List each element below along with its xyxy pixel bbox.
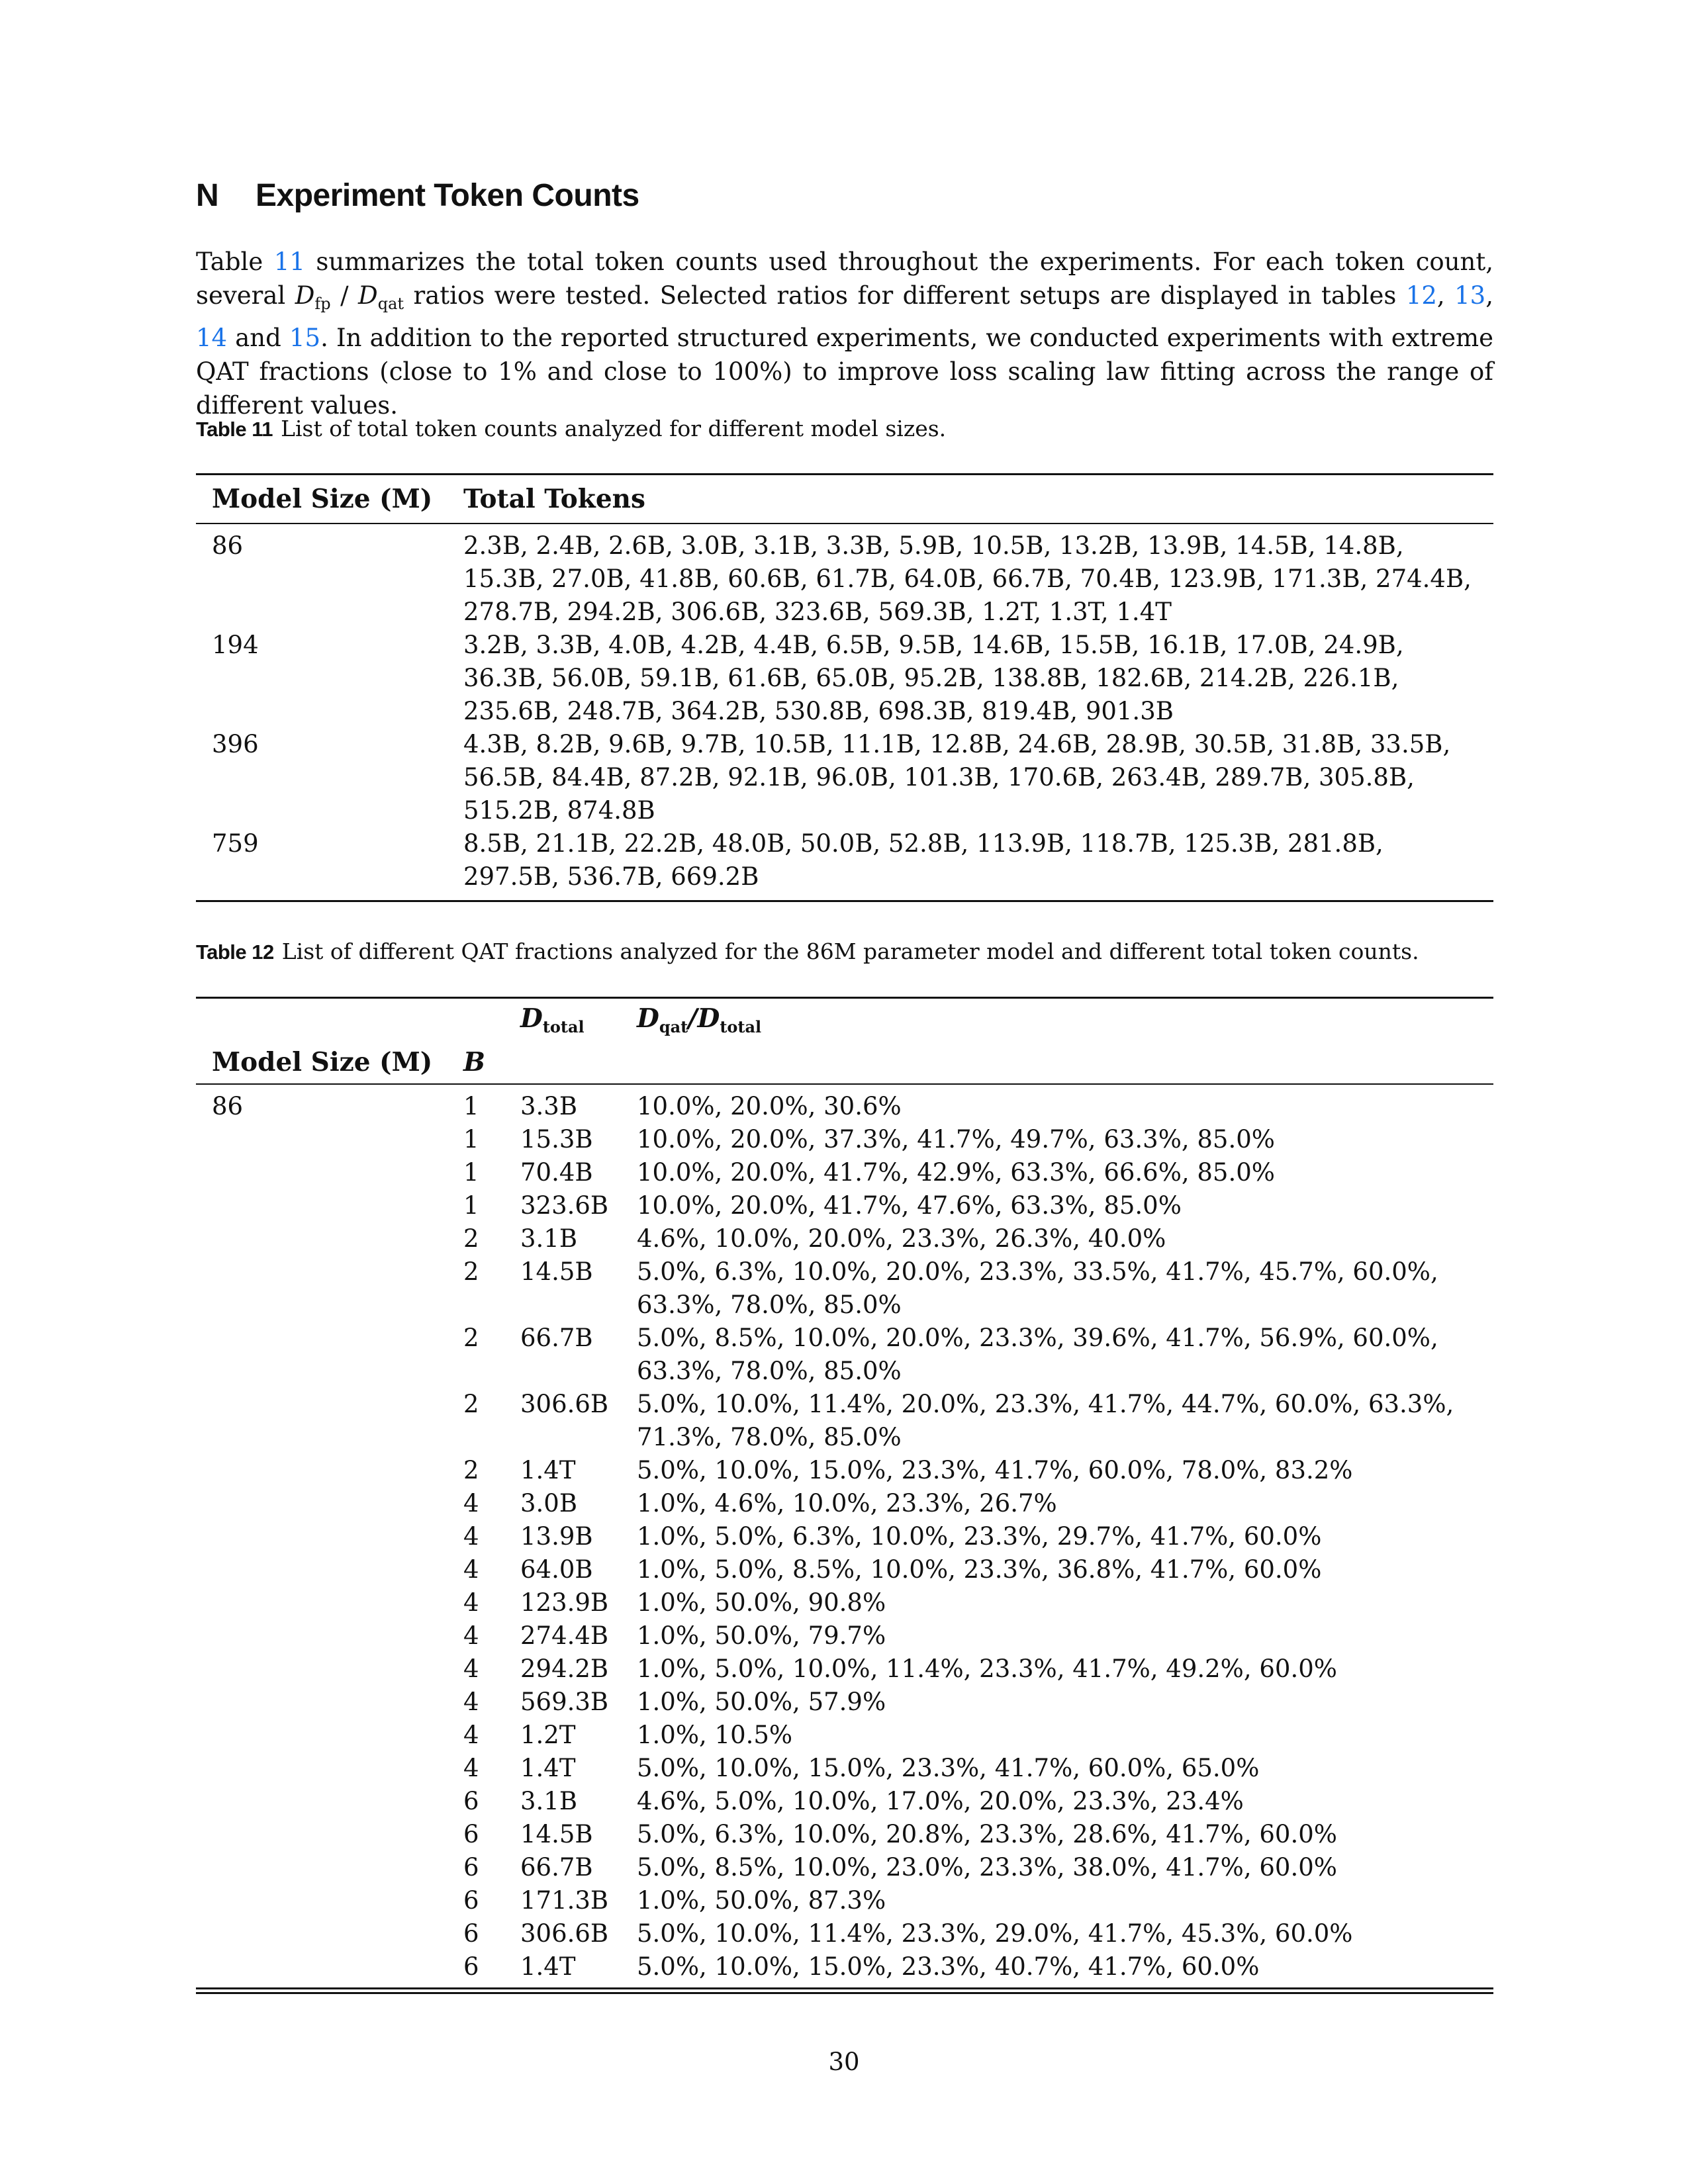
table-row <box>196 1950 1493 1983</box>
intro-text: ratios were tested. Selected ratios for different setups are displayed in tables <box>404 281 1406 310</box>
cell-d-total: 3.1B <box>520 1224 578 1253</box>
intro-text: summarizes the total token counts used throughout the experiments. For each token count, several <box>196 248 1493 310</box>
cell-b: 6 <box>463 1820 479 1848</box>
cell-model-size: 86 <box>212 1092 244 1120</box>
table-12-caption <box>196 938 1419 964</box>
cell-fractions: 5.0%, 8.5%, 10.0%, 23.0%, 23.3%, 38.0%, 41.7%, 60.0% <box>637 1853 1337 1882</box>
table-11-caption-text: List of total token counts analyzed for different model sizes. <box>281 416 947 441</box>
table-row <box>196 1818 1493 1851</box>
intro-text: . In addition to the reported structured experiments, we conducted experiments with extreme QAT fractions (close to 1% and close to 100%) to improve loss scaling law fitting across the range of different values. <box>196 324 1493 420</box>
cell-model-size <box>196 1785 463 1818</box>
cell-model-size <box>196 1752 463 1785</box>
table-12 <box>196 997 1493 1983</box>
symbol-d: D <box>520 1003 543 1034</box>
cell-model-size <box>196 1851 463 1884</box>
symbol-d: D <box>697 1003 720 1034</box>
cell-b: 6 <box>463 1919 479 1948</box>
table-row <box>196 1884 1493 1917</box>
cell-d-total: 171.3B <box>520 1886 609 1915</box>
cell-total-tokens: 4.3B, 8.2B, 9.6B, 9.7B, 10.5B, 11.1B, 12.8B, 24.6B, 28.9B, 30.5B, 31.8B, 33.5B, 56.5B, 84.4B, 87.2B, 92.1B, 96.0B, 101.3B, 170.6B, 263.4B, 289.7B, 305.8B, 515.2B, 874.8B <box>463 730 1451 825</box>
intro-text: and <box>227 324 289 352</box>
table-row <box>196 1520 1493 1553</box>
cell-b: 1 <box>463 1092 479 1120</box>
col-header-total-tokens: Total Tokens <box>463 475 1493 524</box>
col-header-model-size: Model Size (M) <box>196 475 463 524</box>
table-12-body <box>196 1084 1493 1983</box>
cell-model-size <box>196 1950 463 1983</box>
ref-table-13[interactable]: 13 <box>1454 281 1486 310</box>
table-11-caption <box>196 416 946 441</box>
ratio-slash: / <box>688 1003 698 1034</box>
cell-fractions: 1.0%, 50.0%, 87.3% <box>637 1886 886 1915</box>
cell-d-total: 14.5B <box>520 1257 593 1286</box>
intro-paragraph <box>196 245 1493 422</box>
cell-fractions: 5.0%, 10.0%, 15.0%, 23.3%, 41.7%, 60.0%, 65.0% <box>637 1754 1260 1782</box>
cell-d-total: 123.9B <box>520 1588 609 1617</box>
cell-model-size <box>196 1553 463 1586</box>
cell-b: 4 <box>463 1522 479 1551</box>
cell-b: 1 <box>463 1125 479 1154</box>
table-row <box>196 1388 1493 1454</box>
cell-model-size: 396 <box>212 730 259 758</box>
table-row <box>196 1752 1493 1785</box>
cell-model-size <box>196 1586 463 1619</box>
cell-b: 4 <box>463 1588 479 1617</box>
cell-b: 4 <box>463 1621 479 1650</box>
cell-fractions: 1.0%, 50.0%, 90.8% <box>637 1588 886 1617</box>
cell-b: 2 <box>463 1224 479 1253</box>
cell-b: 4 <box>463 1489 479 1518</box>
intro-text: , <box>1436 281 1455 310</box>
cell-d-total: 3.3B <box>520 1092 578 1120</box>
table-row <box>196 1255 1493 1322</box>
cell-b: 4 <box>463 1721 479 1749</box>
ref-table-14[interactable]: 14 <box>196 324 228 352</box>
table-row <box>196 1586 1493 1619</box>
cell-b: 1 <box>463 1158 479 1187</box>
table-12-bottom-rule <box>196 1987 1493 1994</box>
cell-b: 6 <box>463 1787 479 1815</box>
cell-fractions: 5.0%, 6.3%, 10.0%, 20.0%, 23.3%, 33.5%, 41.7%, 45.7%, 60.0%, 63.3%, 78.0%, 85.0% <box>637 1257 1438 1319</box>
header-spacer <box>463 998 520 1042</box>
cell-model-size <box>196 1619 463 1653</box>
cell-d-total: 14.5B <box>520 1820 593 1848</box>
cell-total-tokens: 8.5B, 21.1B, 22.2B, 48.0B, 50.0B, 52.8B, 113.9B, 118.7B, 125.3B, 281.8B, 297.5B, 536.7B, 669.2B <box>463 829 1383 891</box>
col-header-ratio <box>637 998 1493 1042</box>
cell-model-size <box>196 1123 463 1156</box>
page-number: 30 <box>828 2048 860 2076</box>
cell-model-size <box>196 1487 463 1520</box>
col-header-b: B <box>463 1041 520 1084</box>
cell-fractions: 5.0%, 10.0%, 15.0%, 23.3%, 40.7%, 41.7%, 60.0% <box>637 1952 1260 1981</box>
table-row <box>196 1553 1493 1586</box>
cell-model-size <box>196 1686 463 1719</box>
ref-table-11[interactable]: 11 <box>273 248 305 276</box>
cell-model-size <box>196 1189 463 1222</box>
cell-fractions: 4.6%, 10.0%, 20.0%, 23.3%, 26.3%, 40.0% <box>637 1224 1166 1253</box>
table-row <box>196 1917 1493 1950</box>
cell-model-size: 86 <box>212 531 244 560</box>
cell-fractions: 1.0%, 10.5% <box>637 1721 793 1749</box>
cell-d-total: 1.4T <box>520 1952 576 1981</box>
cell-fractions: 1.0%, 50.0%, 57.9% <box>637 1688 886 1716</box>
subscript-qat: qat <box>377 295 404 313</box>
cell-fractions: 10.0%, 20.0%, 30.6% <box>637 1092 902 1120</box>
cell-b: 6 <box>463 1853 479 1882</box>
cell-fractions: 5.0%, 6.3%, 10.0%, 20.8%, 23.3%, 28.6%, 41.7%, 60.0% <box>637 1820 1337 1848</box>
table-row <box>196 1123 1493 1156</box>
subscript-total: total <box>720 1017 762 1036</box>
table-row <box>196 1222 1493 1255</box>
cell-b: 2 <box>463 1324 479 1352</box>
col-header-d-total <box>520 998 637 1042</box>
cell-b: 2 <box>463 1257 479 1286</box>
cell-b: 4 <box>463 1754 479 1782</box>
cell-fractions: 5.0%, 10.0%, 15.0%, 23.3%, 41.7%, 60.0%, 78.0%, 83.2% <box>637 1456 1353 1484</box>
cell-d-total: 306.6B <box>520 1919 609 1948</box>
subscript-qat: qat <box>659 1017 688 1036</box>
cell-model-size <box>196 1388 463 1454</box>
ref-table-15[interactable]: 15 <box>289 324 321 352</box>
cell-d-total: 1.4T <box>520 1456 576 1484</box>
cell-total-tokens: 3.2B, 3.3B, 4.0B, 4.2B, 4.4B, 6.5B, 9.5B, 14.6B, 15.5B, 16.1B, 17.0B, 24.9B, 36.3B, 56.0B, 59.1B, 61.6B, 65.0B, 95.2B, 138.8B, 182.6B, 214.2B, 226.1B, 235.6B, 248.7B, 364.2B, 530.8B, 698.3B, 819.4B, 901.3B <box>463 631 1404 725</box>
cell-d-total: 569.3B <box>520 1688 609 1716</box>
table-row <box>196 1156 1493 1189</box>
table-12-label: Table 12 <box>196 940 274 964</box>
table-12-caption-text: List of different QAT fractions analyzed for the 86M parameter model and different total token counts. <box>281 938 1419 964</box>
table-row <box>196 1487 1493 1520</box>
cell-d-total: 274.4B <box>520 1621 609 1650</box>
cell-fractions: 10.0%, 20.0%, 41.7%, 47.6%, 63.3%, 85.0% <box>637 1191 1182 1220</box>
cell-fractions: 5.0%, 10.0%, 11.4%, 20.0%, 23.3%, 41.7%, 44.7%, 60.0%, 63.3%, 71.3%, 78.0%, 85.0% <box>637 1390 1454 1451</box>
cell-model-size <box>196 1156 463 1189</box>
cell-total-tokens: 2.3B, 2.4B, 2.6B, 3.0B, 3.1B, 3.3B, 5.9B, 10.5B, 13.2B, 13.9B, 14.5B, 14.8B, 15.3B, 27.0B, 41.8B, 60.6B, 61.7B, 64.0B, 66.7B, 70.4B, 123.9B, 171.3B, 274.4B, 278.7B, 294.2B, 306.6B, 323.6B, 569.3B, 1.2T, 1.3T, 1.4T <box>463 531 1472 626</box>
cell-fractions: 1.0%, 50.0%, 79.7% <box>637 1621 886 1650</box>
cell-fractions: 10.0%, 20.0%, 41.7%, 42.9%, 63.3%, 66.6%, 85.0% <box>637 1158 1275 1187</box>
table-row <box>196 1851 1493 1884</box>
intro-text: / <box>330 281 359 310</box>
cell-b: 4 <box>463 1555 479 1584</box>
cell-model-size <box>196 1818 463 1851</box>
cell-b: 4 <box>463 1655 479 1683</box>
table-row <box>196 1653 1493 1686</box>
cell-model-size <box>196 1653 463 1686</box>
section-number: N <box>196 178 219 213</box>
ref-table-12[interactable]: 12 <box>1405 281 1437 310</box>
col-header-model-size: Model Size (M) <box>196 1041 463 1084</box>
table-row <box>196 1619 1493 1653</box>
intro-text: Table <box>196 248 274 276</box>
section-title: Experiment Token Counts <box>256 178 639 213</box>
table-11-body <box>196 523 1493 901</box>
table-row <box>196 728 1493 827</box>
cell-b: 1 <box>463 1191 479 1220</box>
table-11 <box>196 473 1493 902</box>
cell-fractions: 5.0%, 8.5%, 10.0%, 20.0%, 23.3%, 39.6%, 41.7%, 56.9%, 60.0%, 63.3%, 78.0%, 85.0% <box>637 1324 1438 1385</box>
header-spacer <box>637 1041 1493 1084</box>
header-spacer <box>520 1041 637 1084</box>
table-row <box>196 1719 1493 1752</box>
cell-b: 6 <box>463 1952 479 1981</box>
symbol-d: D <box>637 1003 659 1034</box>
cell-d-total: 3.0B <box>520 1489 578 1518</box>
cell-d-total: 64.0B <box>520 1555 593 1584</box>
table-row <box>196 1189 1493 1222</box>
table-11-label: Table 11 <box>196 418 273 441</box>
table-row <box>196 1084 1493 1123</box>
cell-d-total: 15.3B <box>520 1125 593 1154</box>
table-row <box>196 1785 1493 1818</box>
subscript-total: total <box>542 1017 585 1036</box>
cell-d-total: 3.1B <box>520 1787 578 1815</box>
table-row <box>196 1322 1493 1388</box>
cell-fractions: 1.0%, 5.0%, 8.5%, 10.0%, 23.3%, 36.8%, 41.7%, 60.0% <box>637 1555 1322 1584</box>
cell-fractions: 5.0%, 10.0%, 11.4%, 23.3%, 29.0%, 41.7%, 45.3%, 60.0% <box>637 1919 1353 1948</box>
cell-fractions: 10.0%, 20.0%, 37.3%, 41.7%, 49.7%, 63.3%, 85.0% <box>637 1125 1275 1154</box>
intro-text: , <box>1485 281 1493 310</box>
cell-model-size <box>196 1520 463 1553</box>
cell-fractions: 1.0%, 5.0%, 10.0%, 11.4%, 23.3%, 41.7%, 49.2%, 60.0% <box>637 1655 1337 1683</box>
cell-d-total: 306.6B <box>520 1390 609 1418</box>
cell-model-size: 759 <box>212 829 259 858</box>
cell-b: 4 <box>463 1688 479 1716</box>
cell-d-total: 70.4B <box>520 1158 593 1187</box>
cell-d-total: 323.6B <box>520 1191 609 1220</box>
cell-model-size: 194 <box>212 631 259 659</box>
cell-model-size <box>196 1454 463 1487</box>
cell-model-size <box>196 1719 463 1752</box>
cell-fractions: 4.6%, 5.0%, 10.0%, 17.0%, 20.0%, 23.3%, 23.4% <box>637 1787 1244 1815</box>
section-heading <box>196 177 639 214</box>
cell-b: 2 <box>463 1456 479 1484</box>
symbol-d: D <box>295 281 315 310</box>
cell-fractions: 1.0%, 4.6%, 10.0%, 23.3%, 26.7% <box>637 1489 1057 1518</box>
cell-d-total: 66.7B <box>520 1324 593 1352</box>
cell-model-size <box>196 1884 463 1917</box>
cell-d-total: 66.7B <box>520 1853 593 1882</box>
symbol-d: D <box>358 281 378 310</box>
cell-model-size <box>196 1255 463 1322</box>
cell-b: 2 <box>463 1390 479 1418</box>
table-row <box>196 523 1493 629</box>
cell-d-total: 1.4T <box>520 1754 576 1782</box>
table-row <box>196 1686 1493 1719</box>
cell-d-total: 1.2T <box>520 1721 576 1749</box>
table-row <box>196 827 1493 901</box>
cell-fractions: 1.0%, 5.0%, 6.3%, 10.0%, 23.3%, 29.7%, 41.7%, 60.0% <box>637 1522 1322 1551</box>
cell-model-size <box>196 1222 463 1255</box>
cell-d-total: 13.9B <box>520 1522 593 1551</box>
header-spacer <box>196 998 463 1042</box>
cell-model-size <box>196 1322 463 1388</box>
table-row <box>196 629 1493 728</box>
subscript-fp: fp <box>314 295 331 313</box>
cell-model-size <box>196 1917 463 1950</box>
cell-d-total: 294.2B <box>520 1655 609 1683</box>
cell-b: 6 <box>463 1886 479 1915</box>
table-row <box>196 1454 1493 1487</box>
